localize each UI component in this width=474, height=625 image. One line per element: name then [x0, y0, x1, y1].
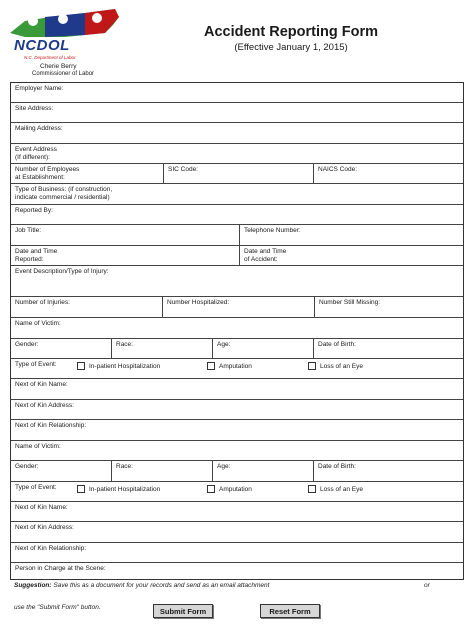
- victim-2-hospitalization-option[interactable]: [77, 485, 160, 493]
- victim-2-gender-field[interactable]: [11, 461, 111, 481]
- person-in-charge-field[interactable]: [11, 563, 463, 580]
- event-address-label: Event Address (If different):: [15, 146, 57, 161]
- victim-2-kin-name-field[interactable]: [11, 502, 463, 522]
- employer-name-label: Employer Name:: [15, 85, 64, 92]
- victim-2-kin-relationship-field[interactable]: [11, 543, 463, 563]
- number-missing-field[interactable]: [314, 297, 463, 317]
- victim-2-details-row: [11, 461, 463, 482]
- victim-2-amputation-option[interactable]: [207, 485, 252, 493]
- number-injuries-field[interactable]: [11, 297, 162, 317]
- number-employees-field[interactable]: [11, 164, 163, 183]
- victim-2-kin-name-label: Next of Kin Name:: [15, 504, 68, 511]
- victim-2-dob-label: Date of Birth:: [318, 463, 356, 470]
- victim-2-eye-checkbox[interactable]: [308, 485, 316, 493]
- victim-1-kin-address-label: Next of Kin Address:: [15, 402, 74, 409]
- victim-1-kin-name-field[interactable]: [11, 379, 463, 400]
- ncdol-logo: [5, 3, 123, 63]
- victim-2-name-label: Name of Victim:: [15, 443, 61, 450]
- victim-2-eye-option[interactable]: [308, 485, 363, 493]
- victim-2-kin-address-field[interactable]: [11, 522, 463, 543]
- date-time-accident-field[interactable]: [239, 246, 463, 265]
- victim-1-name-label: Name of Victim:: [15, 320, 61, 327]
- victim-1-hospitalization-checkbox[interactable]: [77, 362, 85, 370]
- victim-1-type-event-label: Type of Event:: [15, 361, 57, 368]
- victim-2-race-field[interactable]: [111, 461, 212, 481]
- victim-1-kin-relationship-field[interactable]: [11, 420, 463, 441]
- victim-1-race-label: Race:: [116, 341, 133, 348]
- victim-1-eye-option[interactable]: [308, 362, 363, 370]
- submit-form-button[interactable]: Submit Form: [153, 604, 213, 618]
- victim-2-hospitalization-checkbox[interactable]: [77, 485, 85, 493]
- telephone-label: Telephone Number:: [244, 227, 301, 234]
- event-description-label: Event Description/Type of Injury:: [15, 268, 109, 275]
- date-time-reported-field[interactable]: [11, 246, 239, 265]
- victim-1-kin-address-field[interactable]: [11, 400, 463, 420]
- victim-2-age-label: Age:: [217, 463, 231, 470]
- naics-code-field[interactable]: [313, 164, 463, 183]
- form-subtitle: (Effective January 1, 2015): [234, 42, 348, 53]
- victim-1-gender-label: Gender:: [15, 341, 39, 348]
- victim-2-type-event-row: [11, 482, 463, 502]
- victim-1-kin-relationship-label: Next of Kin Relationship:: [15, 422, 87, 429]
- or-text: or: [424, 582, 430, 589]
- sic-code-label: SIC Code:: [168, 166, 198, 173]
- number-missing-label: Number Still Missing:: [319, 299, 381, 306]
- logo-subtext: N.C. Department of Labor: [24, 55, 76, 60]
- victim-2-race-label: Race:: [116, 463, 133, 470]
- telephone-field[interactable]: [239, 225, 463, 245]
- victim-2-type-event-label: Type of Event:: [15, 484, 57, 491]
- job-phone-row: [11, 225, 463, 246]
- type-business-label: Type of Business: (if construction, indicate commercial / residential): [15, 186, 113, 201]
- job-title-label: Job Title:: [15, 227, 42, 234]
- victim-1-name-field[interactable]: [11, 318, 463, 339]
- victim-2-kin-relationship-label: Next of Kin Relationship:: [15, 545, 87, 552]
- person-in-charge-label: Person in Charge at the Scene:: [15, 565, 106, 572]
- number-employees-label: Number of Employees at Establishment:: [15, 166, 80, 181]
- victim-2-amputation-label: Amputation: [219, 485, 252, 493]
- logo-wordmark: NCDOL: [14, 37, 70, 54]
- victim-1-eye-label: Loss of an Eye: [320, 362, 363, 370]
- naics-code-label: NAICS Code:: [318, 166, 358, 173]
- site-address-field[interactable]: [11, 103, 463, 123]
- employer-name-field[interactable]: [11, 83, 463, 103]
- victim-2-amputation-checkbox[interactable]: [207, 485, 215, 493]
- victim-1-age-label: Age:: [217, 341, 231, 348]
- victim-2-age-field[interactable]: [212, 461, 313, 481]
- victim-2-kin-address-label: Next of Kin Address:: [15, 524, 74, 531]
- reported-by-field[interactable]: [11, 205, 463, 225]
- victim-2-dob-field[interactable]: [313, 461, 463, 481]
- victim-1-dob-label: Date of Birth:: [318, 341, 356, 348]
- counts-row: [11, 297, 463, 318]
- event-address-field[interactable]: [11, 144, 463, 164]
- date-time-row: [11, 246, 463, 266]
- date-time-reported-label: Date and Time Reported:: [15, 248, 58, 263]
- event-description-field[interactable]: [11, 266, 463, 297]
- number-hospitalized-field[interactable]: [162, 297, 314, 317]
- commissioner-title: Commissioner of Labor: [32, 71, 95, 77]
- suggestion-label: Suggestion:: [14, 582, 52, 589]
- mailing-address-label: Mailing Address:: [15, 125, 63, 132]
- victim-1-amputation-option[interactable]: [207, 362, 252, 370]
- establishment-row: [11, 164, 463, 184]
- victim-1-hospitalization-label: In-patient Hospitalization: [89, 362, 161, 370]
- job-title-field[interactable]: [11, 225, 239, 245]
- victim-2-hospitalization-label: In-patient Hospitalization: [89, 485, 161, 493]
- victim-1-hospitalization-option[interactable]: [77, 362, 160, 370]
- victim-1-type-event-row: [11, 359, 463, 379]
- victim-1-race-field[interactable]: [111, 339, 212, 358]
- number-injuries-label: Number of Injuries:: [15, 299, 70, 306]
- sic-code-field[interactable]: [163, 164, 313, 183]
- suggestion-note: [14, 582, 269, 589]
- use-submit-text: use the "Submit Form" button.: [14, 604, 101, 611]
- victim-1-amputation-label: Amputation: [219, 362, 252, 370]
- date-time-accident-label: Date and Time of Accident:: [244, 248, 287, 263]
- form-title: Accident Reporting Form: [203, 24, 378, 40]
- suggestion-text: Save this as a document for your records and send as an email attachment: [51, 582, 270, 589]
- victim-1-eye-checkbox[interactable]: [308, 362, 316, 370]
- site-address-label: Site Address:: [15, 105, 54, 112]
- victim-2-gender-label: Gender:: [15, 463, 39, 470]
- victim-1-dob-field[interactable]: [313, 339, 463, 358]
- victim-1-gender-field[interactable]: [11, 339, 111, 358]
- reset-form-button[interactable]: Reset Form: [260, 604, 320, 618]
- victim-1-kin-name-label: Next of Kin Name:: [15, 381, 68, 388]
- victim-1-amputation-checkbox[interactable]: [207, 362, 215, 370]
- mailing-address-field[interactable]: [11, 123, 463, 144]
- victim-2-name-field[interactable]: [11, 441, 463, 461]
- victim-1-age-field[interactable]: [212, 339, 313, 358]
- type-business-field[interactable]: [11, 184, 463, 205]
- accident-form: [10, 82, 464, 580]
- victim-1-details-row: [11, 339, 463, 359]
- victim-2-eye-label: Loss of an Eye: [320, 485, 363, 493]
- reported-by-label: Reported By:: [15, 207, 53, 214]
- commissioner-name: Cherie Berry: [40, 63, 77, 70]
- number-hospitalized-label: Number Hospitalized:: [167, 299, 230, 306]
